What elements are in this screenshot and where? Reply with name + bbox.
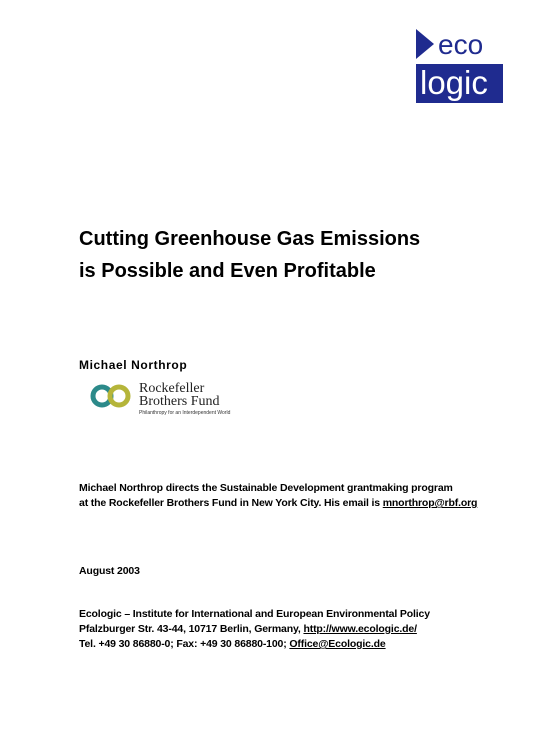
ecologic-logo (416, 29, 503, 103)
publisher-contact (79, 637, 430, 652)
rbf-linked-rings-icon (89, 383, 133, 409)
publication-date: August 2003 (79, 565, 140, 577)
publisher-website-link[interactable]: http://www.ecologic.de/ (303, 623, 417, 635)
rbf-name-line-2: Brothers Fund (139, 394, 220, 409)
bio-line-2-text: at the Rockefeller Brothers Fund in New York City. His email is (79, 497, 383, 509)
rbf-name-line-1: Rockefeller (139, 381, 205, 396)
publisher-email-link[interactable]: Office@Ecologic.de (289, 638, 386, 650)
rockefeller-brothers-fund-logo (89, 378, 259, 418)
bio-line-1: Michael Northrop directs the Sustainable Development grantmaking program (79, 482, 453, 494)
publisher-name: Ecologic – Institute for International and European Environmental Policy (79, 608, 430, 620)
publisher-address (79, 622, 430, 637)
title-line-2: is Possible and Even Profitable (79, 260, 376, 282)
bio-line-2 (79, 496, 477, 511)
logo-word-eco: eco (438, 29, 484, 60)
author-name: Michael Northrop (79, 358, 188, 372)
logo-word-logic: logic (416, 64, 503, 103)
author-bio (79, 481, 477, 511)
publisher-address-text: Pfalzburger Str. 43-44, 10717 Berlin, Germany, (79, 623, 304, 635)
rbf-tagline: Philanthropy for an Interdependent World (139, 410, 231, 416)
document-title (79, 223, 499, 287)
publisher-phone-fax: Tel. +49 30 86880-0; Fax: +49 30 86880-100; (79, 638, 290, 650)
play-arrow-icon (416, 29, 434, 59)
author-email-link[interactable]: mnorthrop@rbf.org (382, 497, 478, 509)
title-line-1: Cutting Greenhouse Gas Emissions (79, 228, 421, 250)
publisher-info (79, 607, 430, 652)
